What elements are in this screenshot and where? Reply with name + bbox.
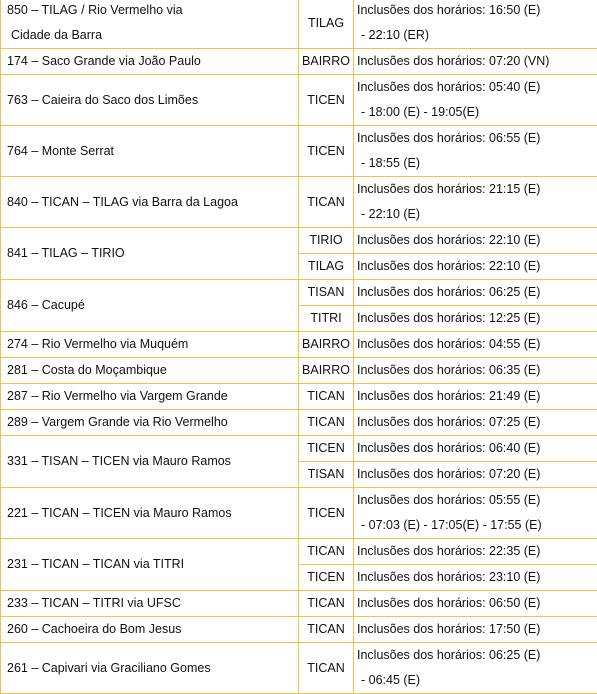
table-row xyxy=(1,384,597,410)
table-row xyxy=(1,280,597,306)
schedule-cell xyxy=(354,306,597,332)
table-row xyxy=(1,126,597,177)
terminal-cell: TICEN xyxy=(299,75,354,126)
line-name-text: Cidade da Barra xyxy=(7,23,294,48)
line-name-text: 289 – Vargem Grande via Rio Vermelho xyxy=(7,410,294,435)
table-row xyxy=(1,49,597,75)
schedule-text: Inclusões dos horários: 06:40 (E) xyxy=(357,436,593,461)
schedule-cell xyxy=(354,332,597,358)
schedule-text: - 18:55 (E) xyxy=(357,151,593,176)
line-name-cell xyxy=(1,75,299,126)
schedule-text: Inclusões dos horários: 07:20 (E) xyxy=(357,462,593,487)
terminal-cell: TICEN xyxy=(299,565,354,591)
line-name-cell xyxy=(1,358,299,384)
schedule-cell xyxy=(354,358,597,384)
schedule-cell xyxy=(354,228,597,254)
line-name-text: 331 – TISAN – TICEN via Mauro Ramos xyxy=(7,449,294,474)
line-name-cell xyxy=(1,49,299,75)
line-name-cell xyxy=(1,591,299,617)
schedule-text: Inclusões dos horários: 04:55 (E) xyxy=(357,332,593,357)
terminal-cell: TICAN xyxy=(299,384,354,410)
terminal-cell: TILAG xyxy=(299,254,354,280)
terminal-cell: TICAN xyxy=(299,177,354,228)
terminal-cell: TISAN xyxy=(299,462,354,488)
line-name-text: 281 – Costa do Moçambique xyxy=(7,358,294,383)
terminal-cell: TICAN xyxy=(299,643,354,694)
schedule-cell xyxy=(354,565,597,591)
schedule-text: Inclusões dos horários: 06:35 (E) xyxy=(357,358,593,383)
schedule-cell xyxy=(354,126,597,177)
terminal-cell: TICAN xyxy=(299,591,354,617)
schedule-text: - 22:10 (E) xyxy=(357,202,593,227)
schedule-text: Inclusões dos horários: 05:40 (E) xyxy=(357,75,593,100)
schedule-text: - 22:10 (ER) xyxy=(357,23,593,48)
line-name-cell xyxy=(1,436,299,488)
schedule-text: Inclusões dos horários: 16:50 (E) xyxy=(357,0,593,23)
schedule-cell xyxy=(354,49,597,75)
line-name-cell xyxy=(1,0,299,49)
line-name-text: 221 – TICAN – TICEN via Mauro Ramos xyxy=(7,501,294,526)
line-name-text: 274 – Rio Vermelho via Muquém xyxy=(7,332,294,357)
schedule-text: Inclusões dos horários: 22:10 (E) xyxy=(357,254,593,279)
line-name-cell xyxy=(1,410,299,436)
schedule-cell xyxy=(354,591,597,617)
schedule-text: Inclusões dos horários: 06:55 (E) xyxy=(357,126,593,151)
line-name-cell xyxy=(1,332,299,358)
schedule-cell xyxy=(354,462,597,488)
table-row xyxy=(1,643,597,694)
schedule-text: - 06:45 (E) xyxy=(357,668,593,693)
line-name-text: 231 – TICAN – TICAN via TITRI xyxy=(7,552,294,577)
schedule-cell xyxy=(354,436,597,462)
line-name-text: 850 – TILAG / Rio Vermelho via xyxy=(7,0,294,23)
line-name-cell xyxy=(1,539,299,591)
table-row xyxy=(1,228,597,254)
schedule-table-body xyxy=(1,0,597,694)
schedule-text: Inclusões dos horários: 05:55 (E) xyxy=(357,488,593,513)
table-row xyxy=(1,0,597,49)
terminal-cell: BAIRRO xyxy=(299,358,354,384)
schedule-cell xyxy=(354,0,597,49)
line-name-cell xyxy=(1,126,299,177)
line-name-text: 840 – TICAN – TILAG via Barra da Lagoa xyxy=(7,190,294,215)
schedule-text: Inclusões dos horários: 21:49 (E) xyxy=(357,384,593,409)
terminal-cell: TICAN xyxy=(299,539,354,565)
terminal-cell: TICEN xyxy=(299,488,354,539)
table-row xyxy=(1,617,597,643)
schedule-cell xyxy=(354,488,597,539)
schedule-text: Inclusões dos horários: 12:25 (E) xyxy=(357,306,593,331)
schedule-cell xyxy=(354,384,597,410)
schedule-text: Inclusões dos horários: 22:35 (E) xyxy=(357,539,593,564)
schedule-text: Inclusões dos horários: 07:20 (VN) xyxy=(357,49,593,74)
schedule-text: Inclusões dos horários: 07:25 (E) xyxy=(357,410,593,435)
schedule-text: Inclusões dos horários: 17:50 (E) xyxy=(357,617,593,642)
table-row xyxy=(1,75,597,126)
table-row xyxy=(1,539,597,565)
line-name-text: 764 – Monte Serrat xyxy=(7,139,294,164)
schedule-cell xyxy=(354,643,597,694)
terminal-cell: TICEN xyxy=(299,436,354,462)
terminal-cell: TICAN xyxy=(299,617,354,643)
schedule-cell xyxy=(354,254,597,280)
line-name-cell xyxy=(1,228,299,280)
terminal-cell: TILAG xyxy=(299,0,354,49)
schedule-cell xyxy=(354,617,597,643)
terminal-cell: TITRI xyxy=(299,306,354,332)
schedule-text: - 18:00 (E) - 19:05(E) xyxy=(357,100,593,125)
table-row xyxy=(1,410,597,436)
line-name-text: 763 – Caieira do Saco dos Limões xyxy=(7,88,294,113)
line-name-text: 287 – Rio Vermelho via Vargem Grande xyxy=(7,384,294,409)
terminal-cell: TICAN xyxy=(299,410,354,436)
terminal-cell: TIRIO xyxy=(299,228,354,254)
line-name-text: 174 – Saco Grande via João Paulo xyxy=(7,49,294,74)
schedule-text: Inclusões dos horários: 21:15 (E) xyxy=(357,177,593,202)
schedule-cell xyxy=(354,75,597,126)
schedule-text: - 07:03 (E) - 17:05(E) - 17:55 (E) xyxy=(357,513,593,538)
table-row xyxy=(1,332,597,358)
terminal-cell: TICEN xyxy=(299,126,354,177)
table-row xyxy=(1,177,597,228)
schedule-cell xyxy=(354,177,597,228)
schedule-text: Inclusões dos horários: 06:50 (E) xyxy=(357,591,593,616)
table-row xyxy=(1,358,597,384)
schedule-text: Inclusões dos horários: 22:10 (E) xyxy=(357,228,593,253)
line-name-cell xyxy=(1,177,299,228)
schedule-text: Inclusões dos horários: 23:10 (E) xyxy=(357,565,593,590)
line-name-text: 841 – TILAG – TIRIO xyxy=(7,241,294,266)
line-name-text: 233 – TICAN – TITRI via UFSC xyxy=(7,591,294,616)
terminal-cell: BAIRRO xyxy=(299,332,354,358)
line-name-cell xyxy=(1,617,299,643)
line-name-text: 846 – Cacupé xyxy=(7,293,294,318)
table-row xyxy=(1,488,597,539)
terminal-cell: BAIRRO xyxy=(299,49,354,75)
line-name-cell xyxy=(1,643,299,694)
schedule-text: Inclusões dos horários: 06:25 (E) xyxy=(357,643,593,668)
line-name-cell xyxy=(1,488,299,539)
table-row xyxy=(1,436,597,462)
line-name-cell xyxy=(1,384,299,410)
table-row xyxy=(1,591,597,617)
line-name-text: 260 – Cachoeira do Bom Jesus xyxy=(7,617,294,642)
schedule-text: Inclusões dos horários: 06:25 (E) xyxy=(357,280,593,305)
schedule-cell xyxy=(354,410,597,436)
line-name-text: 261 – Capivari via Graciliano Gomes xyxy=(7,656,294,681)
schedule-cell xyxy=(354,280,597,306)
schedule-cell xyxy=(354,539,597,565)
line-name-cell xyxy=(1,280,299,332)
terminal-cell: TISAN xyxy=(299,280,354,306)
